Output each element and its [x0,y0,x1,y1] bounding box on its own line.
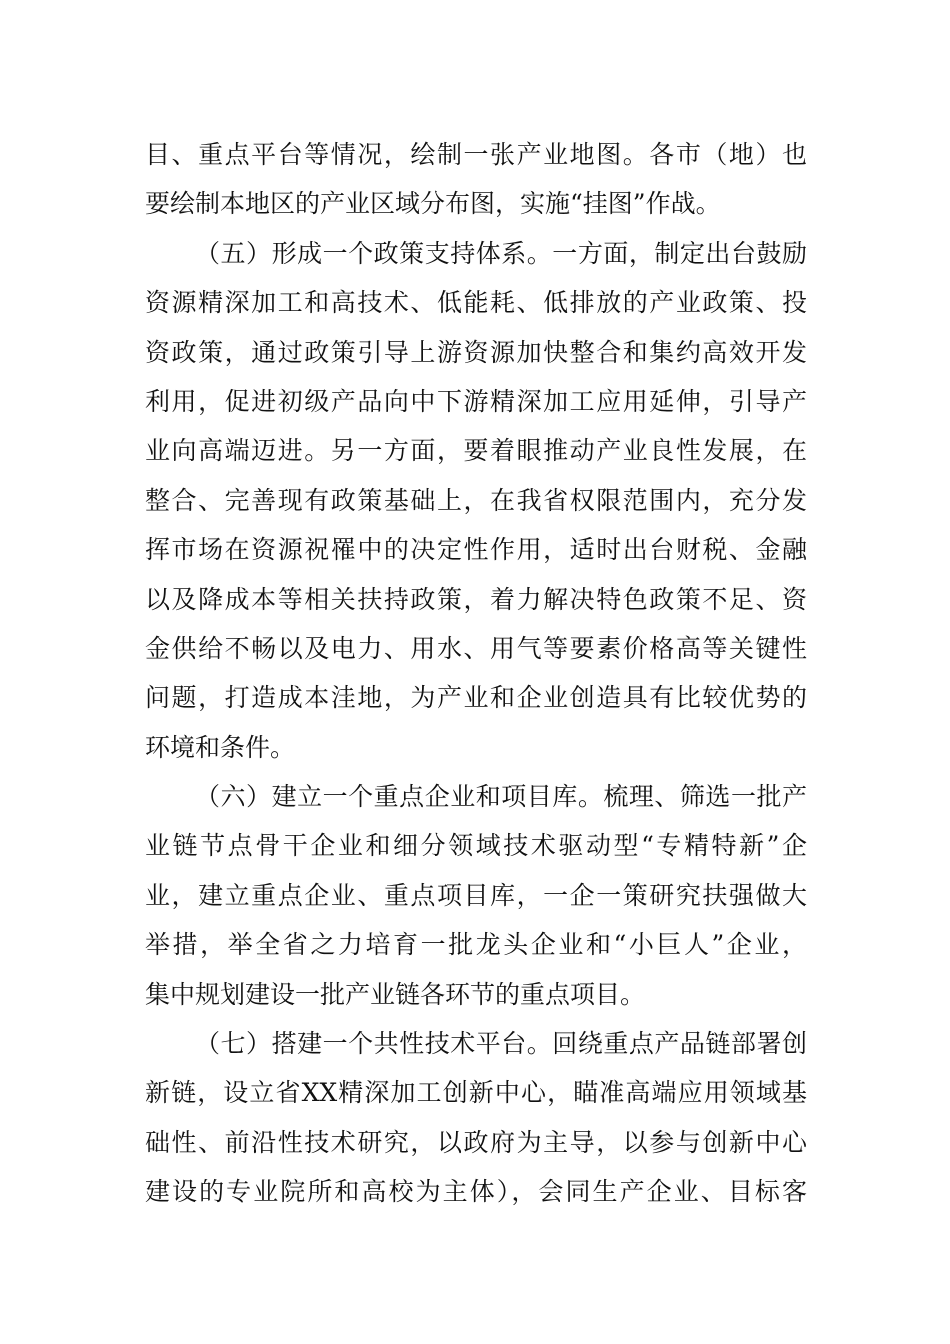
paragraph-seven-start: （七）搭建一个共性技术平台。回绕重点产品链部署创 [195,1029,807,1059]
text-line: 要绘制本地区的产业区域分布图，实施“挂图”作战。 [145,189,721,219]
paragraph-six-start: （六）建立一个重点企业和项目库。梳理、筛选一批产 [195,782,807,812]
text-line: 举措，举全省之力培育一批龙头企业和“小巨人”企业， [145,930,807,960]
text-line: 集中规划建设一批产业链各环节的重点项目。 [145,979,646,1009]
body-text [145,130,807,1217]
text-line: 业，建立重点企业、重点项目库，一企一策研究扶强做大 [145,880,807,910]
text-line: 新链，设立省XX精深加工创新中心，瞄准高端应用领域基 [145,1078,807,1108]
text-line: 挥市场在资源祝罹中的决定性作用，适时出台财税、金融 [145,535,807,565]
text-line: 问题，打造成本洼地，为产业和企业创造具有比较优势的 [145,683,807,713]
text-line: 整合、完善现有政策基础上，在我省权限范围内，充分发 [145,485,807,515]
text-line: 以及降成本等相关扶持政策，着力解决特色政策不足、资 [145,584,807,614]
text-line: 金供给不畅以及电力、用水、用气等要素价格高等关键性 [145,633,807,663]
text-line: 础性、前沿性技术研究，以政府为主导，以参与创新中心 [145,1127,807,1157]
text-line: 业向高端迈进。另一方面，要着眼推动产业良性发展，在 [145,436,807,466]
text-line: 建设的专业院所和高校为主体），会同生产企业、目标客 [145,1177,807,1207]
text-line: 目、重点平台等情况，绘制一张产业地图。各市（地）也 [145,140,807,169]
text-line: 资政策，通过政策引导上游资源加快整合和集约高效开发 [145,337,807,367]
text-line: 业链节点骨干企业和细分领域技术驱动型“专精特新”企 [145,831,807,861]
text-line: 利用，促进初级产品向中下游精深加工应用延伸，引导产 [145,386,807,416]
text-line: 环境和条件。 [145,732,296,762]
text-line: 资源精深加工和高技术、低能耗、低排放的产业政策、投 [145,288,807,318]
paragraph-five-start: （五）形成一个政策支持体系。一方面，制定出台鼓励 [195,238,807,268]
